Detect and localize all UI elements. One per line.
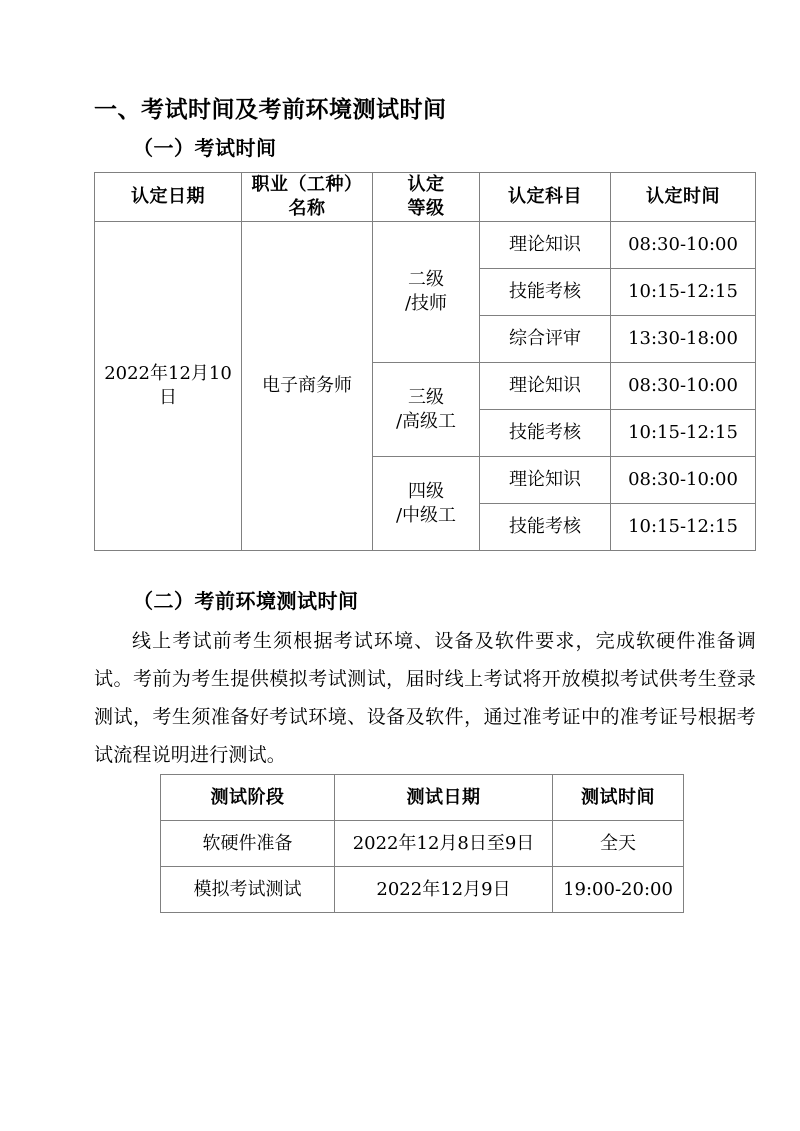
- col-header-test-stage: 测试阶段: [161, 775, 335, 821]
- cell-test-date: 2022年12月8日至9日: [335, 821, 553, 867]
- col-header-level-line1: 认定: [407, 174, 445, 196]
- exam-schedule-table: [94, 172, 756, 551]
- col-header-time: 认定时间: [611, 173, 756, 222]
- cell-test-date: 2022年12月9日: [335, 867, 553, 913]
- col-header-occupation: [242, 173, 373, 222]
- cell-test-stage: 软硬件准备: [161, 821, 335, 867]
- cell-time: 08:30-10:00: [611, 222, 756, 269]
- cell-subject: 技能考核: [480, 504, 611, 551]
- cell-subject: 理论知识: [480, 222, 611, 269]
- col-header-level: [373, 173, 480, 222]
- cell-level-3: [373, 363, 480, 457]
- subsection-heading-exam-time: （一）考试时间: [133, 136, 277, 160]
- cell-level-3-line1: 三级: [408, 386, 444, 408]
- cell-subject: 理论知识: [480, 363, 611, 410]
- col-header-occupation-line1: 职业（工种）: [251, 174, 363, 196]
- page-title: 一、考试时间及考前环境测试时间: [94, 96, 447, 123]
- cell-test-stage: 模拟考试测试: [161, 867, 335, 913]
- table-row: [95, 222, 756, 269]
- cell-occupation: 电子商务师: [242, 222, 373, 551]
- cell-subject: 理论知识: [480, 457, 611, 504]
- cell-time: 10:15-12:15: [611, 410, 756, 457]
- cell-time: 08:30-10:00: [611, 457, 756, 504]
- table-header-row: [161, 775, 684, 821]
- cell-exam-date: 2022年12月10日: [95, 222, 242, 551]
- cell-level-2-line1: 二级: [408, 269, 444, 291]
- col-header-level-line2: 等级: [407, 198, 445, 219]
- pretest-schedule-table: [160, 774, 684, 913]
- cell-level-4-line2: /中级工: [395, 504, 457, 526]
- table-row: [161, 867, 684, 913]
- cell-time: 08:30-10:00: [611, 363, 756, 410]
- table-row: [161, 821, 684, 867]
- col-header-occupation-line2: 名称: [288, 198, 326, 219]
- col-header-date: 认定日期: [95, 173, 242, 222]
- col-header-subject: 认定科目: [480, 173, 611, 222]
- pretest-paragraph: 线上考试前考生须根据考试环境、设备及软件要求，完成软硬件准备调试。考前为考生提供模拟考试测试，届时线上考试将开放模拟考试供考生登录测试，考生须准备好考试环境、设备及软件，通过准考证中的准考证号根据考试流程说明进行测试。: [94, 630, 756, 766]
- cell-level-4-line1: 四级: [408, 480, 444, 502]
- cell-time: 13:30-18:00: [611, 316, 756, 363]
- cell-test-time: 全天: [553, 821, 684, 867]
- cell-subject: 技能考核: [480, 410, 611, 457]
- col-header-test-time: 测试时间: [553, 775, 684, 821]
- cell-subject: 技能考核: [480, 269, 611, 316]
- cell-level-2-line2: /技师: [404, 293, 448, 314]
- table-header-row: [95, 173, 756, 222]
- cell-level-3-line2: /高级工: [395, 410, 457, 432]
- cell-level-4: [373, 457, 480, 551]
- cell-time: 10:15-12:15: [611, 504, 756, 551]
- cell-subject: 综合评审: [480, 316, 611, 363]
- cell-test-time: 19:00-20:00: [553, 867, 684, 913]
- cell-level-2: [373, 222, 480, 363]
- subsection-heading-pretest-time: （二）考前环境测试时间: [133, 589, 359, 613]
- cell-time: 10:15-12:15: [611, 269, 756, 316]
- col-header-test-date: 测试日期: [335, 775, 553, 821]
